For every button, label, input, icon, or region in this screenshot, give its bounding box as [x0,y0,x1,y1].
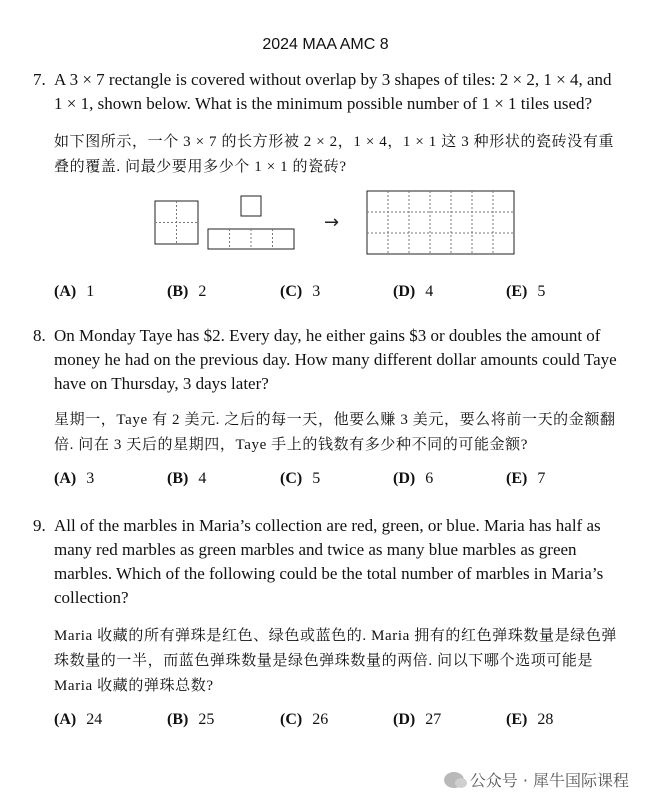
question-7-number: 7. [33,70,46,89]
choice-d[interactable]: (D) 6 [393,470,434,487]
choice-e[interactable]: (E) 5 [506,283,546,300]
question-8-choices [54,470,620,492]
page-header: 2024 MAA AMC 8 [262,36,389,53]
watermark-text: 公众号 · 犀牛国际课程 [469,771,629,790]
choice-c[interactable]: (C) 26 [280,711,329,728]
tiles-diagram [150,190,520,262]
question-9-text-en: All of the marbles in Maria’s collection are red, green, or blue. Maria has half as many red marbles as green marbles and twice as many blue marbles as green marbles. Which of the following could be the total number of marbles in Maria’s collection? [54,516,604,607]
question-7-text-en: A 3 × 7 rectangle is covered without overlap by 3 shapes of tiles: 2 × 2, 1 × 4, and 1 × 1, shown below. What is the minimum possible number of 1 × 1 tiles used? [54,70,612,113]
tile-1x4 [208,229,294,249]
arrow: → [324,212,340,233]
choice-c[interactable]: (C) 3 [280,283,321,300]
question-9-text-zh: Maria 收藏的所有弹珠是红色、绿色或蓝色的. Maria 拥有的红色弹珠数量是绿色弹珠数量的一半，而蓝色弹珠数量是绿色弹珠数量的两倍. 问以下哪个选项可能是 Maria 收藏的弹珠总数? [54,628,618,694]
choice-d[interactable]: (D) 27 [393,711,442,728]
choice-a[interactable]: (A) 3 [54,470,95,487]
choice-a[interactable]: (A) 24 [54,711,103,728]
choice-d[interactable]: (D) 4 [393,283,434,300]
wechat-icon [444,772,464,788]
choice-e[interactable]: (E) 28 [506,711,554,728]
tile-2x2 [155,201,198,244]
question-9-number: 9. [33,516,46,535]
choice-e[interactable]: (E) 7 [506,470,546,487]
question-8-text-zh: 星期一，Taye 有 2 美元. 之后的每一天，他要么赚 3 美元，要么将前一天的金额翻倍. 问在 3 天后的星期四，Taye 手上的钱数有多少种不同的可能金额? [54,412,616,453]
watermark [444,768,629,791]
rectangle-3x7 [367,191,514,254]
tile-1x1 [241,196,261,216]
question-7-choices [54,283,620,305]
question-8-number: 8. [33,326,46,345]
question-9-choices [54,711,620,733]
question-8-text-en: On Monday Taye has $2. Every day, he either gains $3 or doubles the amount of money he had on the previous day. How many different dollar amounts could Taye have on Thursday, 3 days later? [54,326,617,393]
choice-a[interactable]: (A) 1 [54,283,95,300]
choice-b[interactable]: (B) 2 [167,283,207,300]
choice-c[interactable]: (C) 5 [280,470,321,487]
choice-b[interactable]: (B) 25 [167,711,215,728]
choice-b[interactable]: (B) 4 [167,470,207,487]
question-7-text-zh: 如下图所示，一个 3 × 7 的长方形被 2 × 2，1 × 4，1 × 1 这 3 种形状的瓷砖没有重叠的覆盖. 问最少要用多少个 1 × 1 的瓷砖? [54,134,615,175]
